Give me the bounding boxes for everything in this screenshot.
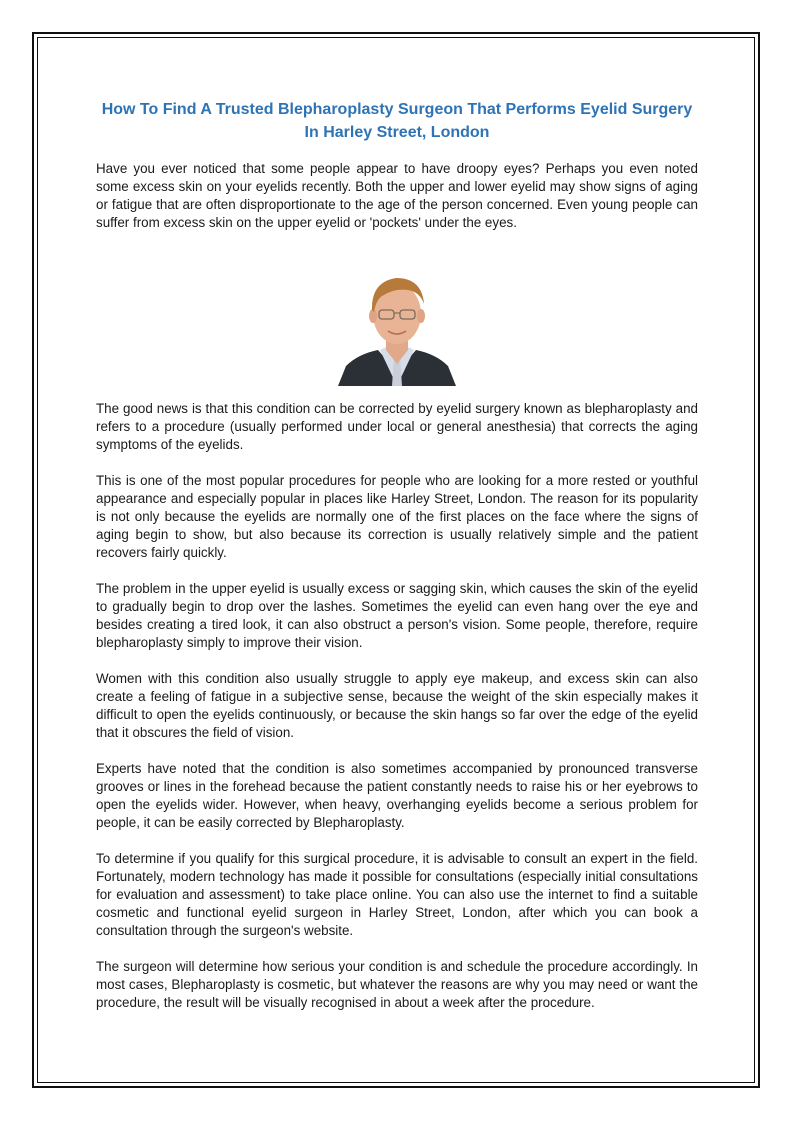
surgeon-portrait-image [338,268,456,386]
body-paragraph-2: This is one of the most popular procedures for people who are looking for a more rested or youthful appearance and especially popular in places like Harley Street, London. The reason for its popularity is not only because the eyelids are normally one of the first places on the face where the signs of aging begin to show, but also because its correction is usually relatively simple and the patient recovers fairly quickly. [96,473,698,560]
document-body [96,98,698,1012]
document-title: How To Find A Trusted Blepharoplasty Surgeon That Performs Eyelid Surgery In Harley Street, London [101,101,693,141]
portrait-ear-right [417,309,425,323]
portrait-ear-left [369,309,377,323]
body-paragraph-5: Experts have noted that the condition is also sometimes accompanied by pronounced transverse grooves or lines in the forehead because the patient constantly needs to raise his or her eyebrows to open the eyelids wider. However, when heavy, overhanging eyelids become a serious problem for people, it can be easily corrected by Blepharoplasty. [96,761,698,830]
body-paragraph-7: The surgeon will determine how serious your condition is and schedule the procedure accordingly. In most cases, Blepharoplasty is cosmetic, but whatever the reasons are why you may need or want the procedure, the result will be visually recognised in about a week after the procedure. [96,959,698,1010]
body-paragraph-4: Women with this condition also usually struggle to apply eye makeup, and excess skin can also create a feeling of fatigue in a subjective sense, because the weight of the skin especially makes it difficult to open the eyelids continuously, or because the skin hangs so far over the edge of the eyelid that it obscures the field of vision. [96,671,698,740]
body-paragraph-1: The good news is that this condition can be corrected by eyelid surgery known as blepharoplasty and refers to a procedure (usually performed under local or general anesthesia) that corrects the aging symptoms of the eyelids. [96,401,698,452]
body-paragraph-6: To determine if you qualify for this surgical procedure, it is advisable to consult an expert in the field. Fortunately, modern technology has made it possible for consultations (especially initial consultations for evaluation and assessment) to take place online. You can also use the internet to find a suitable cosmetic and functional eyelid surgeon in Harley Street, London, after which you can book a consultation through the surgeon's website. [96,851,698,938]
body-paragraph-3: The problem in the upper eyelid is usually excess or sagging skin, which causes the skin of the eyelid to gradually begin to drop over the lashes. Sometimes the eyelid can even hang over the eye and besides creating a tired look, it can also obstruct a person's vision. Some people, therefore, require blepharoplasty simply to improve their vision. [96,581,698,650]
intro-paragraph: Have you ever noticed that some people appear to have droopy eyes? Perhaps you even noted some excess skin on your eyelids recently. Both the upper and lower eyelid may show signs of aging or fatigue that are often disproportionate to the age of the person concerned. Even young people can suffer from excess skin on the upper eyelid or 'pockets' under the eyes. [96,161,698,230]
